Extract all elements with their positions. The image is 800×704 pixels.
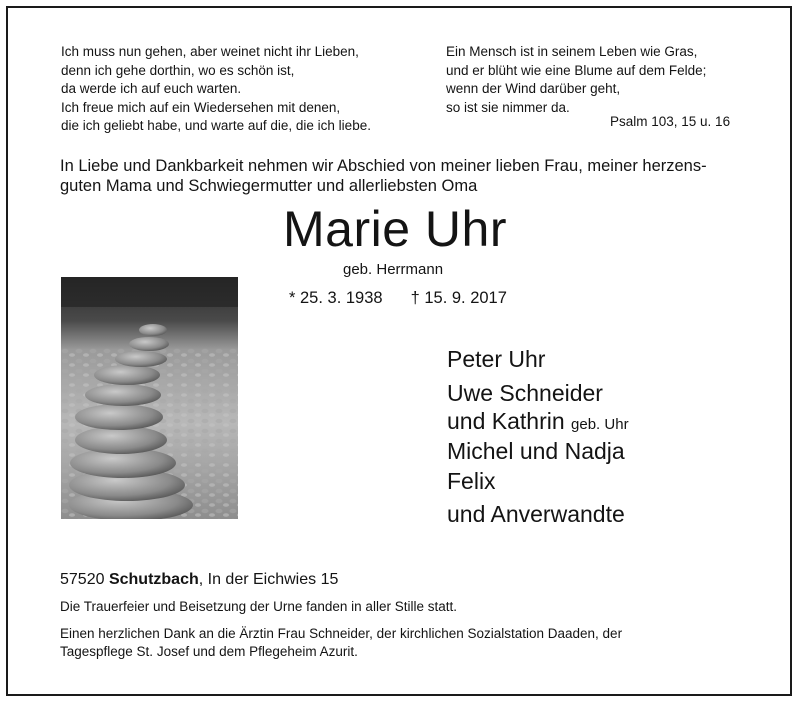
town: Schutzbach (108, 571, 199, 588)
mourner-name: Felix (447, 468, 496, 494)
poem-right-line: Ein Mensch ist in seinem Leben wie Gras, (446, 44, 698, 59)
psalm-source: Psalm 103, 15 u. 16 (610, 114, 731, 129)
poem-right (446, 43, 706, 117)
stacked-stones-photo (61, 277, 238, 519)
mourner-maiden-name: geb. Uhr (571, 416, 629, 433)
life-dates (289, 289, 507, 308)
stone-cairn-image (61, 277, 238, 519)
death-date: † 15. 9. 2017 (410, 289, 507, 307)
mourner-name: Michel und Nadja (447, 438, 625, 464)
poem-left-line: da werde ich auf euch warten. (61, 81, 242, 96)
intro-line: In Liebe und Dankbarkeit nehmen wir Abschied von meiner lieben Frau, meiner herzens- (60, 157, 707, 175)
poem-left-line: Ich muss nun gehen, aber weinet nicht ihr Lieben, (61, 44, 359, 59)
thanks-note (60, 625, 742, 661)
mourner-name: Uwe Schneider (447, 380, 603, 406)
deceased-name: Marie Uhr (283, 201, 507, 257)
postcode: 57520 (60, 571, 105, 588)
poem-right-line: und er blüht wie eine Blume auf dem Felde; (446, 62, 707, 78)
thanks-line: Einen herzlichen Dank an die Ärztin Frau Schneider, der kirchlichen Sozialstation Daaden, der (60, 626, 623, 641)
mourner-name: Peter Uhr (447, 346, 546, 372)
mourner-name: und Anverwandte (447, 501, 625, 527)
intro-text (60, 156, 750, 196)
mourner-name-main: und Kathrin (447, 408, 565, 434)
ceremony-note: Die Trauerfeier und Beisetzung der Urne fanden in aller Stille statt. (60, 599, 457, 614)
poem-right-line: so ist sie nimmer da. (446, 99, 570, 115)
birth-date: * 25. 3. 1938 (289, 289, 383, 307)
poem-left-line: denn ich gehe dorthin, wo es schön ist, (61, 62, 295, 78)
poem-right-line: wenn der Wind darüber geht, (446, 81, 621, 96)
mourner-name (447, 408, 629, 435)
poem-left-line: Ich freue mich auf ein Wiedersehen mit denen, (61, 99, 341, 115)
maiden-name: geb. Herrmann (343, 261, 444, 278)
thanks-line: Tagespflege St. Josef und dem Pflegeheim Azurit. (60, 644, 358, 659)
address (60, 571, 338, 589)
street: , In der Eichwies 15 (198, 571, 339, 588)
poem-left-line: die ich geliebt habe, und warte auf die, die ich liebe. (61, 118, 371, 133)
intro-line: guten Mama und Schwiegermutter und allerliebsten Oma (60, 177, 478, 195)
poem-left (61, 43, 371, 136)
